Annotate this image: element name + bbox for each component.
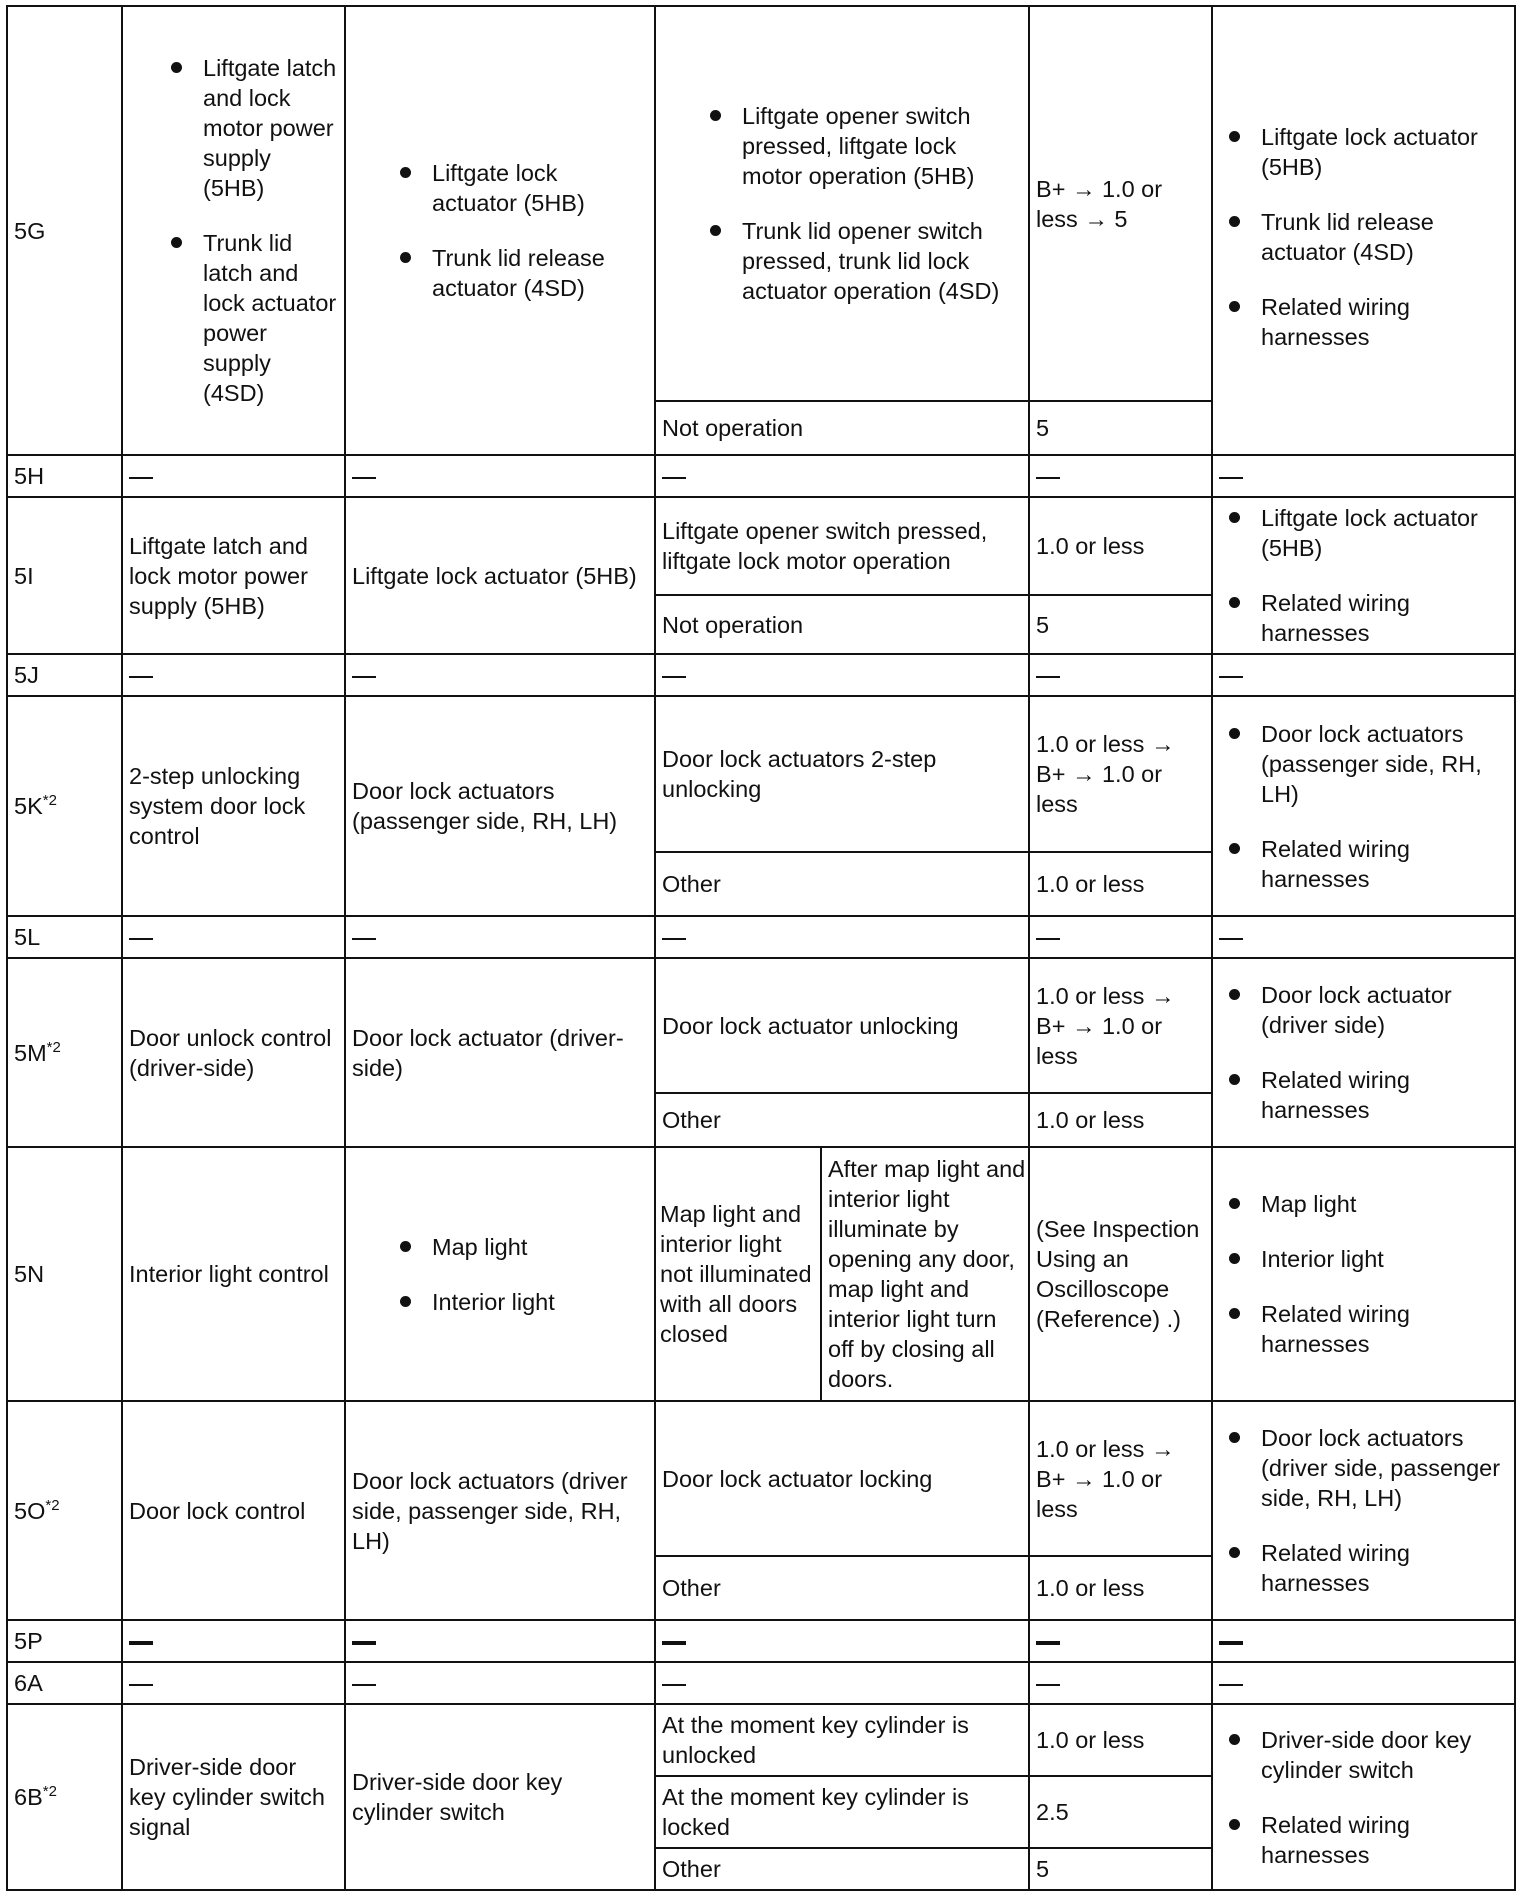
terminal-id: 5O	[14, 1497, 46, 1524]
terminal-cell: 5P	[7, 1620, 122, 1662]
empty-cell	[345, 654, 655, 696]
list-item: Map light	[352, 1232, 648, 1262]
table-row-5L	[7, 916, 1515, 958]
empty-cell	[655, 1620, 1029, 1662]
condition-cell: Door lock actuator unlocking	[655, 958, 1029, 1093]
description-cell: Door unlock control (driver-side)	[122, 958, 345, 1147]
dash-mark	[352, 477, 376, 479]
table-row-5H	[7, 455, 1515, 497]
list-item: Door lock actuator (driver side)	[1219, 980, 1508, 1040]
dash-mark	[129, 676, 153, 678]
list-item: Trunk lid release actuator (4SD)	[1219, 207, 1508, 267]
condition-cell: Other	[655, 852, 1029, 916]
terminal-cell	[7, 1704, 122, 1890]
list-item: Door lock actuators (driver side, passenger side, RH, LH)	[1219, 1423, 1508, 1513]
suspect-list	[1219, 1725, 1508, 1870]
suspect-list	[1219, 122, 1508, 352]
empty-cell	[1029, 1662, 1212, 1704]
condition-cell: Other	[655, 1848, 1029, 1890]
list-item: Related wiring harnesses	[1219, 834, 1508, 894]
terminal-cell: 5H	[7, 455, 122, 497]
dash-mark	[129, 1684, 153, 1686]
terminal-specification-table-page	[6, 5, 1514, 1891]
terminal-cell: 6A	[7, 1662, 122, 1704]
description-cell: 2-step unlocking system door lock control	[122, 696, 345, 916]
empty-cell	[122, 1662, 345, 1704]
specification-cell: 1.0 or less	[1029, 497, 1212, 595]
destination-cell: Door lock actuators (passenger side, RH, LH)	[345, 696, 655, 916]
footnote-mark: *2	[42, 1783, 57, 1801]
empty-cell	[122, 455, 345, 497]
empty-cell	[1212, 1662, 1515, 1704]
condition-cell: At the moment key cylinder is locked	[655, 1776, 1029, 1848]
terminal-cell: 5I	[7, 497, 122, 654]
condition-list	[662, 101, 1022, 306]
terminal-cell: 5N	[7, 1147, 122, 1401]
description-cell: Liftgate latch and lock motor power supply (5HB)	[122, 497, 345, 654]
list-item: Interior light	[352, 1287, 648, 1317]
specification-cell: 1.0 or less → B+ → 1.0 or less	[1029, 696, 1212, 852]
suspect-list	[1219, 503, 1508, 648]
dash-mark	[352, 1684, 376, 1686]
specification-cell: 2.5	[1029, 1776, 1212, 1848]
destination-list	[352, 158, 648, 303]
empty-cell	[122, 916, 345, 958]
list-item: Trunk lid latch and lock actuator power supply (4SD)	[123, 228, 338, 408]
condition-cell: Map light and interior light not illuminated with all doors closed	[655, 1147, 821, 1401]
terminal-cell	[7, 6, 122, 455]
terminal-cell: 5L	[7, 916, 122, 958]
dash-mark	[1219, 1641, 1243, 1645]
specification-cell: 5	[1029, 1848, 1212, 1890]
list-item: Related wiring harnesses	[1219, 1538, 1508, 1598]
suspect-cell	[1212, 958, 1515, 1147]
list-item: Related wiring harnesses	[1219, 1299, 1508, 1359]
dash-mark	[1219, 477, 1243, 479]
terminal-id: 5G	[14, 217, 46, 244]
specification-cell: 1.0 or less → B+ → 1.0 or less	[1029, 958, 1212, 1093]
terminal-id: 5M	[14, 1039, 47, 1066]
footnote-mark: *2	[45, 1496, 60, 1514]
dash-mark	[1036, 477, 1060, 479]
condition-cell: Not operation	[655, 595, 1029, 654]
dash-mark	[662, 1641, 686, 1645]
specification-cell: (See Inspection Using an Oscilloscope (Reference) .)	[1029, 1147, 1212, 1401]
empty-cell	[655, 1662, 1029, 1704]
description-cell: Driver-side door key cylinder switch signal	[122, 1704, 345, 1890]
table-row-5O	[7, 1401, 1515, 1556]
list-item: Trunk lid opener switch pressed, trunk lid lock actuator operation (4SD)	[662, 216, 1022, 306]
list-item: Map light	[1219, 1189, 1508, 1219]
condition-cell: Not operation	[655, 401, 1029, 455]
empty-cell	[345, 1662, 655, 1704]
terminal-table	[6, 5, 1516, 1891]
dash-mark	[352, 676, 376, 678]
empty-cell	[1212, 654, 1515, 696]
list-item: Interior light	[1219, 1244, 1508, 1274]
suspect-cell	[1212, 696, 1515, 916]
list-item: Liftgate lock actuator (5HB)	[1219, 503, 1508, 563]
list-item: Related wiring harnesses	[1219, 1065, 1508, 1125]
specification-cell: 5	[1029, 401, 1212, 455]
suspect-list	[1219, 719, 1508, 894]
suspect-cell	[1212, 497, 1515, 654]
condition-cell: After map light and interior light illuminate by opening any door, map light and interior light turn off by closing all doors.	[821, 1147, 1029, 1401]
empty-cell	[1029, 1620, 1212, 1662]
terminal-cell	[7, 1401, 122, 1620]
condition-cell: Liftgate opener switch pressed, liftgate lock motor operation	[655, 497, 1029, 595]
destination-cell: Door lock actuator (driver-side)	[345, 958, 655, 1147]
dash-mark	[352, 938, 376, 940]
suspect-cell	[1212, 1401, 1515, 1620]
empty-cell	[655, 455, 1029, 497]
list-item: Liftgate latch and lock motor power supply (5HB)	[123, 53, 338, 203]
condition-cell: At the moment key cylinder is unlocked	[655, 1704, 1029, 1776]
destination-cell	[345, 6, 655, 455]
description-cell: Interior light control	[122, 1147, 345, 1401]
table-row-6A	[7, 1662, 1515, 1704]
suspect-list	[1219, 1423, 1508, 1598]
suspect-cell	[1212, 1704, 1515, 1890]
empty-cell	[1212, 455, 1515, 497]
table-row-6B	[7, 1704, 1515, 1776]
table-row-5K	[7, 696, 1515, 852]
destination-cell: Door lock actuators (driver side, passenger side, RH, LH)	[345, 1401, 655, 1620]
dash-mark	[129, 1641, 153, 1645]
condition-cell: Door lock actuator locking	[655, 1401, 1029, 1556]
suspect-list	[1219, 1189, 1508, 1359]
list-item: Related wiring harnesses	[1219, 588, 1508, 648]
table-row-5N	[7, 1147, 1515, 1401]
terminal-cell	[7, 958, 122, 1147]
terminal-id: 6B	[14, 1784, 43, 1810]
empty-cell	[655, 654, 1029, 696]
description-cell	[122, 6, 345, 455]
list-item: Liftgate lock actuator (5HB)	[352, 158, 648, 218]
condition-cell: Other	[655, 1093, 1029, 1147]
dash-mark	[662, 1684, 686, 1686]
terminal-cell	[7, 696, 122, 916]
empty-cell	[1029, 916, 1212, 958]
table-row-5G	[7, 6, 1515, 401]
empty-cell	[655, 916, 1029, 958]
footnote-mark: *2	[46, 1038, 61, 1056]
terminal-cell: 5J	[7, 654, 122, 696]
list-item: Trunk lid release actuator (4SD)	[352, 243, 648, 303]
table-row-5I	[7, 497, 1515, 595]
terminal-id: 5K	[14, 793, 43, 819]
specification-cell: B+ → 1.0 or less → 5	[1029, 6, 1212, 401]
suspect-cell	[1212, 1147, 1515, 1401]
list-item: Liftgate lock actuator (5HB)	[1219, 122, 1508, 182]
specification-cell: 5	[1029, 595, 1212, 654]
list-item: Door lock actuators (passenger side, RH, LH)	[1219, 719, 1508, 809]
description-cell: Door lock control	[122, 1401, 345, 1620]
empty-cell	[345, 1620, 655, 1662]
specification-cell: 1.0 or less	[1029, 1093, 1212, 1147]
destination-cell	[345, 1147, 655, 1401]
dash-mark	[1036, 676, 1060, 678]
condition-cell	[655, 6, 1029, 401]
dash-mark	[1036, 938, 1060, 940]
destination-cell: Liftgate lock actuator (5HB)	[345, 497, 655, 654]
table-row-5J	[7, 654, 1515, 696]
list-item: Liftgate opener switch pressed, liftgate lock motor operation (5HB)	[662, 101, 1022, 191]
list-item: Driver-side door key cylinder switch	[1219, 1725, 1508, 1785]
suspect-list	[1219, 980, 1508, 1125]
destination-list	[352, 1232, 648, 1317]
specification-cell: 1.0 or less	[1029, 852, 1212, 916]
dash-mark	[662, 676, 686, 678]
dash-mark	[1036, 1684, 1060, 1686]
dash-mark	[1219, 676, 1243, 678]
empty-cell	[345, 455, 655, 497]
empty-cell	[122, 654, 345, 696]
description-list	[123, 53, 338, 408]
dash-mark	[1036, 1641, 1060, 1645]
destination-cell: Driver-side door key cylinder switch	[345, 1704, 655, 1890]
dash-mark	[129, 938, 153, 940]
condition-cell: Other	[655, 1556, 1029, 1620]
footnote-mark: *2	[42, 792, 57, 810]
dash-mark	[129, 477, 153, 479]
table-row-5P	[7, 1620, 1515, 1662]
empty-cell	[345, 916, 655, 958]
dash-mark	[662, 477, 686, 479]
condition-cell: Door lock actuators 2-step unlocking	[655, 696, 1029, 852]
suspect-cell	[1212, 6, 1515, 455]
dash-mark	[352, 1641, 376, 1645]
specification-cell: 1.0 or less	[1029, 1704, 1212, 1776]
empty-cell	[1212, 916, 1515, 958]
dash-mark	[1219, 1684, 1243, 1686]
table-row-5M	[7, 958, 1515, 1093]
specification-cell: 1.0 or less → B+ → 1.0 or less	[1029, 1401, 1212, 1556]
dash-mark	[662, 938, 686, 940]
list-item: Related wiring harnesses	[1219, 292, 1508, 352]
empty-cell	[1212, 1620, 1515, 1662]
empty-cell	[122, 1620, 345, 1662]
dash-mark	[1219, 938, 1243, 940]
empty-cell	[1029, 654, 1212, 696]
list-item: Related wiring harnesses	[1219, 1810, 1508, 1870]
empty-cell	[1029, 455, 1212, 497]
specification-cell: 1.0 or less	[1029, 1556, 1212, 1620]
